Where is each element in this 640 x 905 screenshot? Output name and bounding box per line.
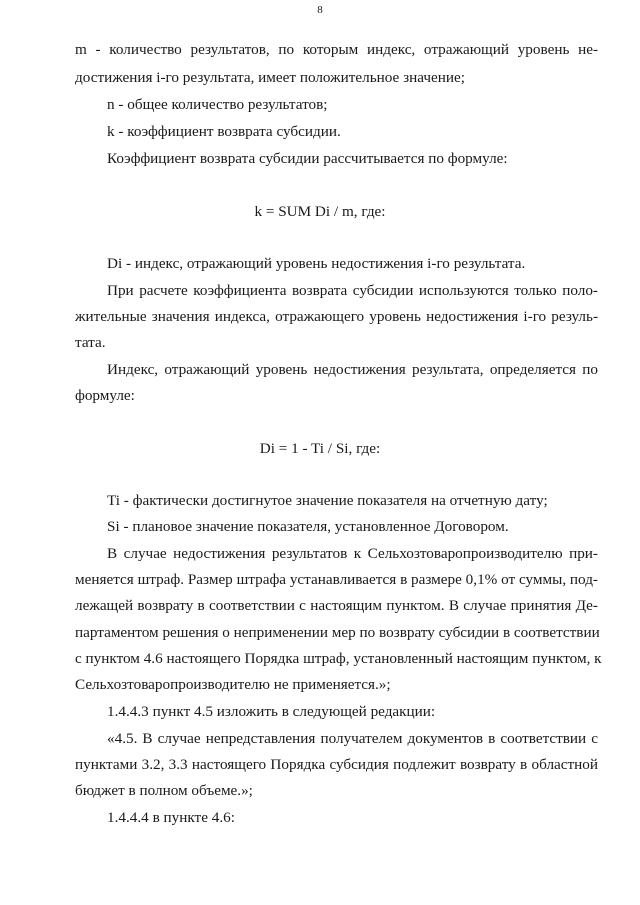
text-line: лежащей возврату в соответствии с настоящим пунктом. В случае принятия Де- bbox=[75, 597, 598, 614]
text-line: меняется штраф. Размер штрафа устанавливается в размере 0,1% от суммы, под- bbox=[75, 571, 598, 588]
text-line: k - коэффициент возврата субсидии. bbox=[107, 123, 341, 140]
text-line: n - общее количество результатов; bbox=[107, 96, 328, 113]
text-line: пунктами 3.2, 3.3 настоящего Порядка субсидия подлежит возврату в областной bbox=[75, 756, 598, 773]
text-line: «4.5. В случае непредставления получателем документов в соответствии с bbox=[107, 730, 598, 747]
text-line: тата. bbox=[75, 334, 106, 351]
text-line: бюджет в полном объеме.»; bbox=[75, 782, 253, 799]
text-line: партаментом решения о неприменении мер по возврату субсидии в соответствии bbox=[75, 624, 600, 641]
text-line: Si - плановое значение показателя, установленное Договором. bbox=[107, 518, 509, 535]
text-line: 1.4.4.4 в пункте 4.6: bbox=[107, 809, 235, 826]
text-line: В случае недостижения результатов к Сельхозтоваропроизводителю при- bbox=[107, 545, 598, 562]
text-line: достижения i-го результата, имеет положительное значение; bbox=[75, 69, 465, 86]
text-line: жительные значения индекса, отражающего уровень недостижения i-го резуль- bbox=[75, 308, 598, 325]
text-line: 1.4.4.3 пункт 4.5 изложить в следующей редакции: bbox=[107, 703, 436, 720]
text-line: формуле: bbox=[75, 387, 135, 404]
text-line: m - количество результатов, по которым индекс, отражающий уровень не- bbox=[75, 41, 598, 58]
text-line: Ti - фактически достигнутое значение показателя на отчетную дату; bbox=[107, 492, 548, 509]
text-line: При расчете коэффициента возврата субсидии используются только поло- bbox=[107, 282, 598, 299]
formula-di: Di = 1 - Ti / Si, где: bbox=[259, 440, 381, 457]
text-line: с пунктом 4.6 настоящего Порядка штраф, установленный настоящим пунктом, к bbox=[75, 650, 602, 667]
page-number: 8 bbox=[317, 4, 323, 16]
text-line: Сельхозтоваропроизводителю не применяется.»; bbox=[75, 676, 391, 693]
text-line: Di - индекс, отражающий уровень недостижения i-го результата. bbox=[107, 255, 526, 272]
text-line: Коэффициент возврата субсидии рассчитывается по формуле: bbox=[107, 150, 508, 167]
text-line: Индекс, отражающий уровень недостижения результата, определяется по bbox=[107, 361, 598, 378]
formula-k: k = SUM Di / m, где: bbox=[254, 203, 386, 220]
